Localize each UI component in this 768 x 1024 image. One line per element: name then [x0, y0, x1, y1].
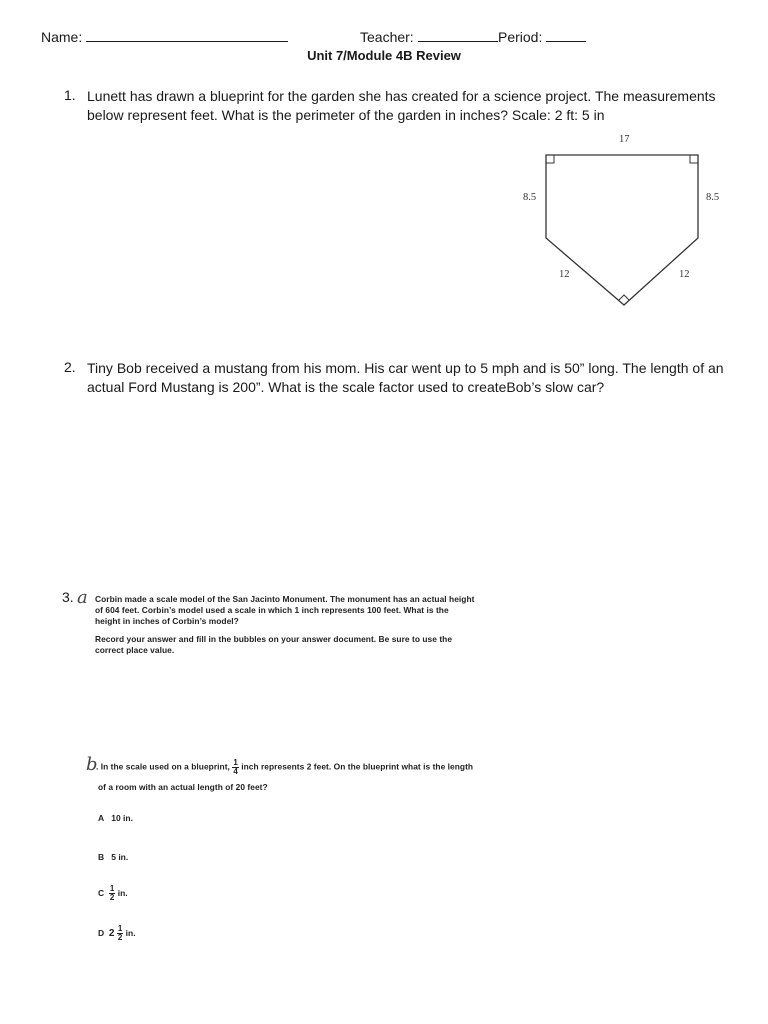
question-3a-line-1: Corbin made a scale model of the San Jacinto Monument. The monument has an actual height: [95, 594, 475, 604]
option-text: 10 in.: [111, 813, 133, 823]
question-3a-line-5: correct place value.: [95, 645, 175, 655]
option-text: 5 in.: [111, 852, 129, 862]
fraction-numerator: 1: [233, 758, 238, 767]
part-b-handwritten-mark: b: [86, 754, 98, 775]
teacher-blank: [418, 30, 498, 42]
question-3b-pre: . In the scale used on a blueprint,: [96, 761, 230, 772]
diagram-right-label: 8.5: [706, 192, 720, 203]
name-label: Name:: [41, 29, 83, 45]
question-1-line-1: Lunett has drawn a blueprint for the garden she has created for a science project. The measurements: [87, 88, 716, 104]
question-1-line-2: below represent feet. What is the perimeter of the garden in inches? Scale: 2 ft: 5 in: [87, 107, 605, 123]
teacher-label: Teacher:: [360, 29, 414, 45]
question-2-line-1: Tiny Bob received a mustang from his mom. His car went up to 5 mph and is 50” long. The length of an: [87, 360, 724, 376]
answer-option-d[interactable]: [98, 925, 136, 942]
option-letter: D: [98, 927, 105, 938]
diagram-left-label: 8.5: [523, 192, 537, 203]
question-3-number: 3.: [62, 589, 74, 605]
option-letter: C: [98, 887, 105, 898]
question-3a-line-2: of 604 feet. Corbin’s model used a scale in which 1 inch represents 100 feet. What is the: [95, 605, 449, 615]
name-blank: [86, 30, 288, 42]
part-a-handwritten-mark: a: [77, 587, 88, 608]
option-fraction: [117, 925, 123, 942]
question-3b-line-2: of a room with an actual length of 20 feet?: [98, 782, 268, 792]
question-3a-line-3: height in inches of Corbin’s model?: [95, 616, 239, 626]
fraction-numerator: 1: [109, 884, 115, 893]
question-2-text: [87, 359, 757, 397]
option-letter: B: [98, 852, 105, 862]
option-text: in.: [117, 887, 128, 898]
garden-blueprint-diagram: [500, 125, 740, 325]
question-3b-line-1: [96, 759, 473, 776]
question-2-line-2: actual Ford Mustang is 200”. What is the scale factor used to createBob’s slow car?: [87, 379, 605, 395]
question-1-number: 1.: [64, 87, 76, 103]
page-title: Unit 7/Module 4B Review: [307, 48, 461, 63]
option-fraction: [109, 885, 115, 902]
right-angle-mark-left: [546, 155, 554, 163]
garden-pentagon-shape: [546, 155, 698, 305]
question-3b-post: inch represents 2 feet. On the blueprint what is the length: [241, 761, 474, 772]
fraction-denominator: 4: [233, 767, 238, 776]
right-angle-mark-bottom: [619, 295, 629, 300]
diagram-lower-right-label: 12: [679, 269, 690, 280]
fraction-denominator: 2: [117, 933, 123, 942]
fraction-denominator: 2: [109, 893, 115, 902]
question-3b-fraction: [232, 759, 239, 776]
period-blank: [546, 30, 586, 42]
name-field: [41, 29, 288, 45]
fraction-numerator: 1: [117, 924, 123, 933]
option-letter: A: [98, 813, 105, 823]
option-whole: 2: [108, 927, 115, 939]
period-label: Period:: [498, 29, 543, 45]
option-text: in.: [125, 927, 136, 938]
teacher-field: [360, 29, 498, 45]
question-3a-line-4: Record your answer and fill in the bubbles on your answer document. Be sure to use the: [95, 634, 453, 644]
answer-option-a[interactable]: [98, 813, 133, 823]
answer-option-b[interactable]: [98, 852, 128, 862]
right-angle-mark-right: [690, 155, 698, 163]
period-field: [498, 29, 586, 45]
diagram-lower-left-label: 12: [559, 269, 570, 280]
question-1-text: [87, 87, 747, 125]
diagram-top-label: 17: [619, 134, 630, 145]
question-2-number: 2.: [64, 359, 76, 375]
answer-option-c[interactable]: [98, 885, 128, 902]
question-3a-text: [95, 594, 495, 656]
